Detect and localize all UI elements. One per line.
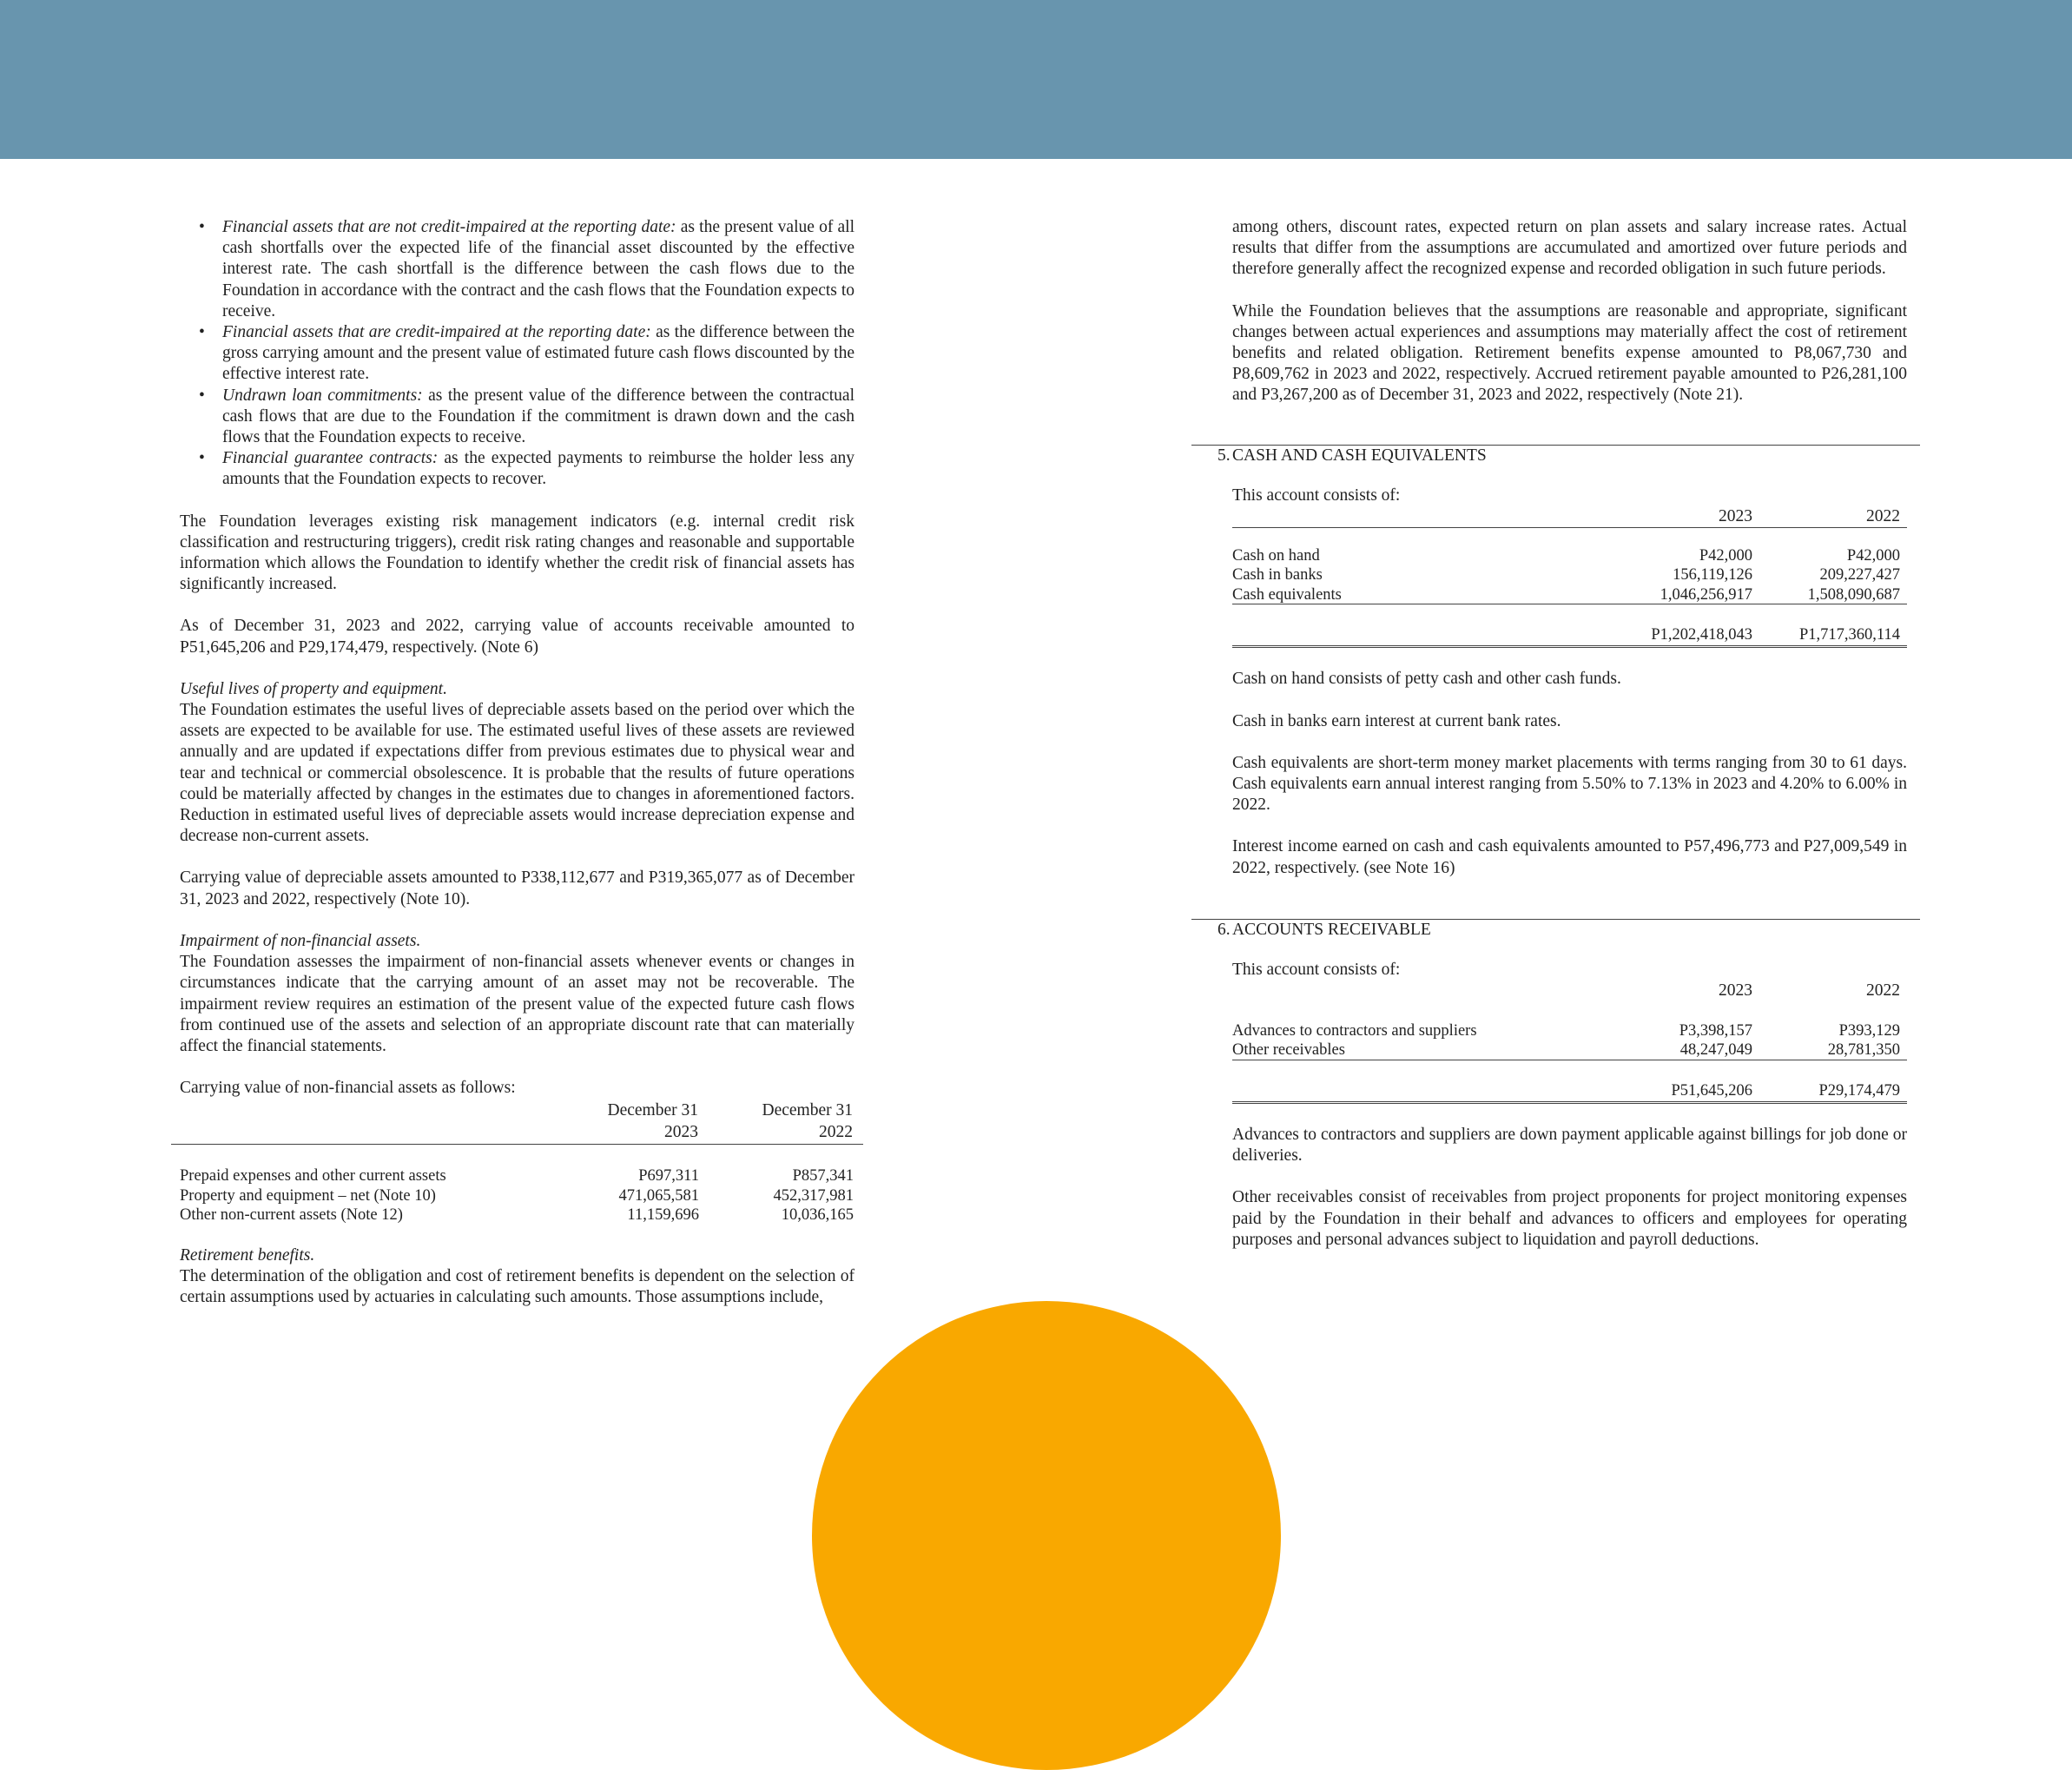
retirement-paragraph: The determination of the obligation and cost of retirement benefits is dependent on the selection of certain assumptions used by actuaries in calculating such amounts. Those assumptions include, bbox=[180, 1267, 855, 1307]
table-row bbox=[1232, 565, 1907, 584]
table-header bbox=[1232, 981, 1907, 1001]
table-body bbox=[1232, 528, 1907, 605]
total-2023: P51,645,206 bbox=[1671, 1081, 1752, 1100]
row-label: Cash equivalents bbox=[1232, 585, 1342, 604]
bullet-icon: • bbox=[199, 323, 205, 342]
column-header-2023: 2023 bbox=[1719, 981, 1752, 1000]
table-header bbox=[1232, 506, 1907, 528]
value-2022: 28,781,350 bbox=[1827, 1041, 1900, 1060]
table-row bbox=[1232, 1020, 1907, 1040]
bullet-icon: • bbox=[199, 449, 205, 468]
table-row bbox=[180, 1186, 855, 1205]
note-paragraph: Other receivables consist of receivables from project proponents for project monitoring expenses paid by the Foundation in their behalf and advances to officers and employees for operating purposes and personal advances subject to liquidation and payroll deductions. bbox=[1232, 1188, 1907, 1249]
ecl-bullet-list bbox=[180, 217, 855, 491]
note-number: 5. bbox=[1217, 446, 1231, 465]
total-2022: P1,717,360,114 bbox=[1799, 626, 1900, 644]
bullet-lead: Undrawn loan commitments: bbox=[222, 386, 423, 405]
value-2023: P697,311 bbox=[638, 1167, 699, 1186]
table-total-row bbox=[1232, 624, 1907, 648]
value-2022: 209,227,427 bbox=[1819, 566, 1900, 584]
column-header-line: December 31 bbox=[762, 1101, 853, 1120]
retirement-amounts-paragraph: While the Foundation believes that the assumptions are reasonable and appropriate, significant changes between actual experiences and assumptions may materially affect the cost of retirement benefits and related obligation. Retirement benefits expense amounted to P8,067,730 and P8,609,762 in 2023 and 2022, respectively. Accrued retirement payable amounted to P26,281,100 and P3,267,200 as of December 31, 2023 and 2022, respectively (Note 21). bbox=[1232, 301, 1907, 405]
bullet-text: as the present value of all cash shortfalls over the expected life of the financial asset discounted by the effective interest rate. The cash shortfall is the difference between the cash flows due to the Foundation in accordance with the contract and the cash flows that the Foundation expects to receive. bbox=[222, 218, 855, 320]
table-row bbox=[1232, 1040, 1907, 1060]
table-row bbox=[180, 1205, 855, 1225]
column-header-2023: 2023 bbox=[1719, 506, 1752, 525]
receivables-table bbox=[1232, 981, 1907, 1104]
bullet-lead: Financial guarantee contracts: bbox=[222, 449, 439, 468]
note-paragraph: Cash equivalents are short-term money market placements with terms ranging from 30 to 61 days. Cash equivalents earn annual interest ranging from 5.50% to 7.13% in 2023 and 4.20% to 6.00% in 2022. bbox=[1232, 753, 1907, 815]
impairment-heading: Impairment of non-financial assets. bbox=[180, 931, 421, 950]
note-title: ACCOUNTS RECEIVABLE bbox=[1232, 920, 1431, 939]
impairment-paragraph: The Foundation assesses the impairment of non-financial assets whenever events or changes in circumstances indicate that the carrying amount of an asset may not be recoverable. The impairment review requires an estimation of the present value of the expected future cash flows from continued use of the assets and selection of an appropriate discount rate that can materially affect the financial statements. bbox=[180, 953, 855, 1055]
row-label: Prepaid expenses and other current assets bbox=[180, 1167, 446, 1186]
top-banner bbox=[0, 0, 2072, 159]
column-header-2022: 2022 bbox=[1866, 981, 1900, 1000]
bullet-icon: • bbox=[199, 386, 205, 405]
note-6-section bbox=[1217, 919, 1907, 1251]
row-label: Other receivables bbox=[1232, 1041, 1345, 1060]
value-2023: 471,065,581 bbox=[618, 1186, 699, 1205]
right-column bbox=[1217, 217, 1907, 1251]
list-item bbox=[180, 217, 855, 322]
cash-table bbox=[1232, 506, 1907, 649]
list-item bbox=[180, 322, 855, 386]
bullet-lead: Financial assets that are not credit-impaired at the reporting date: bbox=[222, 218, 676, 236]
bullet-text: as the present value of the difference between the contractual cash flows that are due to the Foundation if the commitment is drawn down and the cash flows that the Foundation expects to receive. bbox=[222, 386, 855, 447]
column-header-2022: 2022 bbox=[1866, 506, 1900, 525]
bullet-icon: • bbox=[199, 218, 205, 236]
value-2022: P393,129 bbox=[1838, 1021, 1900, 1040]
total-2023: P1,202,418,043 bbox=[1651, 626, 1752, 644]
table-body bbox=[1232, 1001, 1907, 1060]
column-header-2023 bbox=[577, 1100, 698, 1142]
value-2023: P3,398,157 bbox=[1679, 1021, 1752, 1040]
value-2023: 11,159,696 bbox=[627, 1206, 699, 1225]
table-row bbox=[1232, 584, 1907, 605]
non-financial-assets-table bbox=[180, 1100, 855, 1225]
column-header-2022 bbox=[731, 1100, 853, 1142]
sun-decoration bbox=[812, 1301, 1281, 1770]
note-title: CASH AND CASH EQUIVALENTS bbox=[1232, 446, 1487, 465]
value-2023: P42,000 bbox=[1699, 546, 1752, 565]
value-2022: 10,036,165 bbox=[781, 1206, 854, 1225]
table-row bbox=[180, 1166, 855, 1186]
row-label: Property and equipment – net (Note 10) bbox=[180, 1186, 436, 1205]
column-header-line: 2022 bbox=[819, 1122, 853, 1141]
note-paragraph: Interest income earned on cash and cash equivalents amounted to P57,496,773 and P27,009,549 in 2022, respectively. (see Note 16) bbox=[1232, 837, 1907, 877]
table-body bbox=[180, 1145, 855, 1225]
retirement-continued-paragraph: among others, discount rates, expected return on plan assets and salary increase rates. Actual results that differ from the assumptions are accumulated and amortized over future periods and therefore generally affect the recognized expense and recorded obligation in such future periods. bbox=[1232, 218, 1907, 279]
value-2023: 1,046,256,917 bbox=[1660, 585, 1752, 604]
row-label: Cash in banks bbox=[1232, 566, 1323, 584]
useful-lives-heading: Useful lives of property and equipment. bbox=[180, 679, 447, 698]
row-label: Other non-current assets (Note 12) bbox=[180, 1206, 403, 1225]
useful-lives-paragraph: The Foundation estimates the useful lives of depreciable assets based on the period over which the assets are expected to be available for use. The estimated useful lives of these assets are reviewed annually and are updated if expectations differ from previous estimates due to physical wear and tear and technical or commercial obsolescence. It is probable that the results of future operations could be materially affected by changes in the estimates due to changes in aforementioned factors. Reduction in estimated useful lives of depreciable assets would increase depreciation expense and decrease non-current assets. bbox=[180, 701, 855, 846]
bullet-lead: Financial assets that are credit-impaired at the reporting date: bbox=[222, 323, 651, 342]
note-number: 6. bbox=[1217, 920, 1231, 939]
risk-paragraph: The Foundation leverages existing risk management indicators (e.g. internal credit risk classification and restructuring triggers), credit risk rating changes and reasonable and supportable information which allows the Foundation to identify whether the credit risk of financial assets has significantly increased. bbox=[180, 512, 855, 594]
accounts-receivable-paragraph: As of December 31, 2023 and 2022, carrying value of accounts receivable amounted to P51,645,206 and P29,174,479, respectively. (Note 6) bbox=[180, 617, 855, 657]
list-item bbox=[180, 386, 855, 449]
table-total-row bbox=[1232, 1080, 1907, 1104]
value-2023: 48,247,049 bbox=[1679, 1041, 1752, 1060]
value-2022: P857,341 bbox=[792, 1167, 854, 1186]
retirement-heading: Retirement benefits. bbox=[180, 1245, 315, 1265]
bullet-text: as the difference between the gross carrying amount and the present value of estimated future cash flows discounted by the effective interest rate. bbox=[222, 323, 855, 384]
list-item bbox=[180, 448, 855, 490]
row-label: Cash on hand bbox=[1232, 546, 1320, 565]
table-row bbox=[1232, 545, 1907, 565]
table-header bbox=[171, 1100, 863, 1145]
total-2022: P29,174,479 bbox=[1818, 1081, 1900, 1100]
column-header-line: December 31 bbox=[607, 1101, 698, 1120]
note-heading bbox=[1191, 445, 1920, 466]
value-2022: 452,317,981 bbox=[773, 1186, 854, 1205]
note-paragraph: Advances to contractors and suppliers are down payment applicable against billings for job done or deliveries. bbox=[1232, 1125, 1907, 1166]
row-label: Advances to contractors and suppliers bbox=[1232, 1021, 1477, 1040]
bullet-text: as the expected payments to reimburse the holder less any amounts that the Foundation expects to recover. bbox=[222, 449, 855, 489]
note-intro: This account consists of: bbox=[1232, 485, 1401, 505]
column-header-line: 2023 bbox=[664, 1122, 698, 1141]
note-paragraph: Cash in banks earn interest at current bank rates. bbox=[1232, 711, 1561, 730]
value-2023: 156,119,126 bbox=[1673, 566, 1752, 584]
value-2022: 1,508,090,687 bbox=[1807, 585, 1900, 604]
non-financial-assets-intro: Carrying value of non-financial assets as follows: bbox=[180, 1079, 516, 1098]
note-paragraph: Cash on hand consists of petty cash and other cash funds. bbox=[1232, 670, 1621, 689]
note-intro: This account consists of: bbox=[1232, 960, 1401, 979]
note-heading bbox=[1191, 919, 1920, 941]
left-column bbox=[180, 217, 855, 1308]
value-2022: P42,000 bbox=[1846, 546, 1900, 565]
depreciable-assets-paragraph: Carrying value of depreciable assets amounted to P338,112,677 and P319,365,077 as of December 31, 2023 and 2022, respectively (Note 10). bbox=[180, 868, 855, 908]
note-5-section bbox=[1217, 445, 1907, 879]
